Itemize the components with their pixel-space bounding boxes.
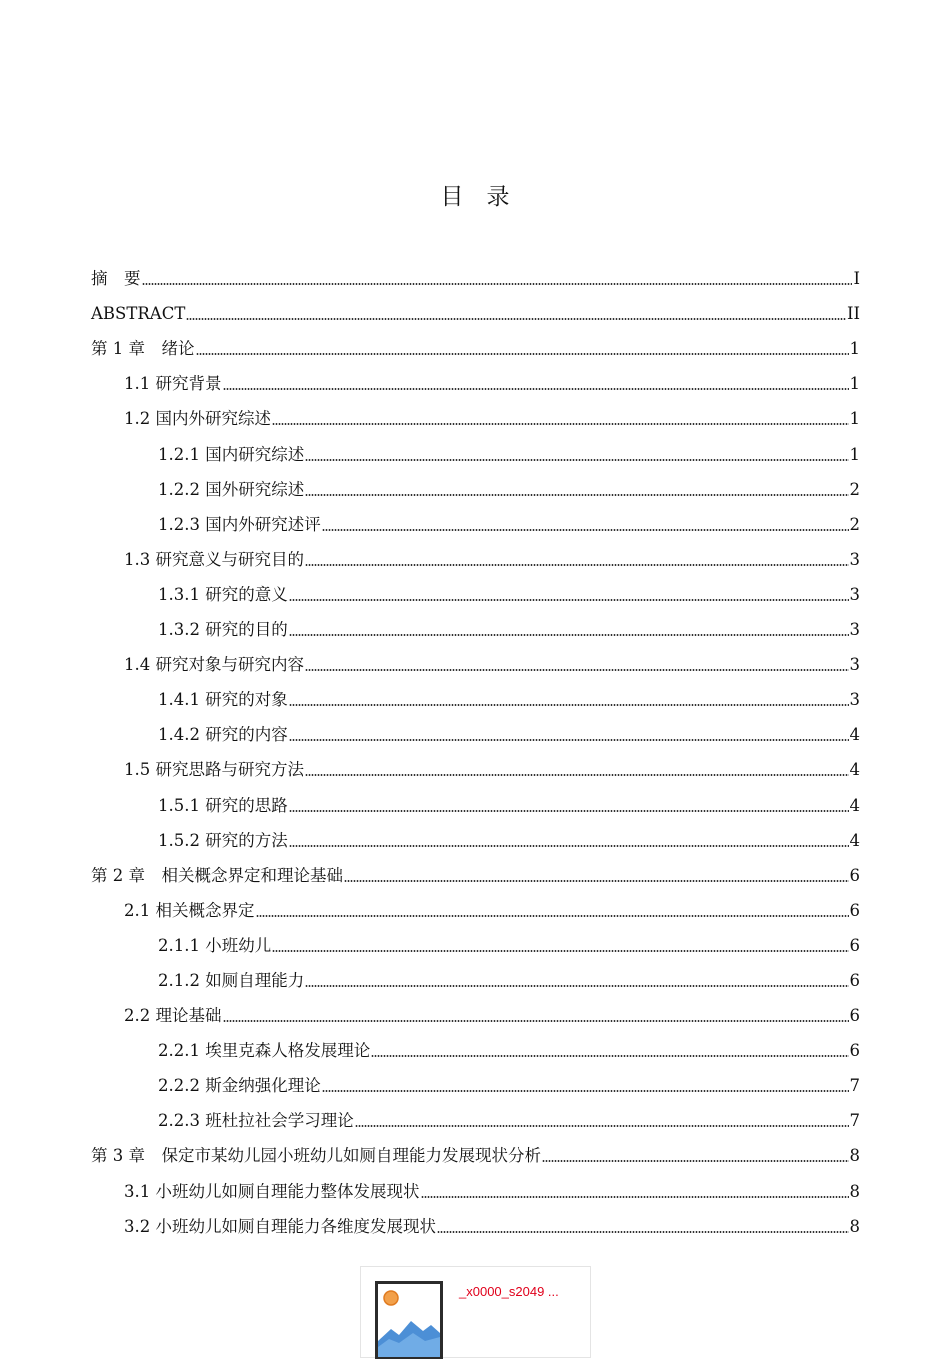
toc-page-number: 1 [849,409,860,429]
toc-entry[interactable] [91,466,860,501]
toc-dot-leader [305,669,849,671]
toc-page-number: 6 [849,935,860,955]
toc-entry[interactable] [91,1097,860,1132]
toc-page-number: 7 [849,1111,860,1131]
toc-entry[interactable] [91,711,860,746]
toc-page-number: 6 [849,970,860,990]
toc-entry[interactable] [91,676,860,711]
toc-entry-title: 1.5.1 研究的思路 [158,795,288,815]
toc-dot-leader [371,1055,848,1057]
toc-dot-leader [542,1160,849,1162]
toc-entry-title: 1.3.1 研究的意义 [158,584,288,604]
toc-page-number: II [846,304,860,324]
toc-entry-title: ABSTRACT [91,304,186,324]
toc-entry-title: 1.3.2 研究的目的 [158,620,288,640]
toc-dot-leader [305,985,848,987]
toc-dot-leader [289,704,849,706]
toc-entry[interactable] [91,852,860,887]
toc-page-number: 1 [849,374,860,394]
toc-entry-title: 摘 要 [91,269,141,289]
table-of-contents [91,255,860,1238]
toc-page-number: 4 [849,830,860,850]
toc-entry[interactable] [91,571,860,606]
toc-entry-title: 1.5 研究思路与研究方法 [124,760,304,780]
toc-dot-leader [322,529,849,531]
toc-entry[interactable] [91,992,860,1027]
toc-dot-leader [305,459,848,461]
toc-entry-title: 2.1.1 小班幼儿 [158,935,272,955]
toc-dot-leader [272,950,848,952]
toc-entry[interactable] [91,360,860,395]
toc-entry-title: 2.1 相关概念界定 [124,900,255,920]
toc-entry[interactable] [91,536,860,571]
toc-entry-title: 2.2.2 斯金纳强化理论 [158,1076,321,1096]
toc-entry-title: 2.2 理论基础 [124,1006,222,1026]
embedded-object-placeholder[interactable] [360,1266,591,1358]
toc-entry[interactable] [91,1132,860,1167]
toc-page-number: 3 [849,549,860,569]
toc-entry-title: 1.5.2 研究的方法 [158,830,288,850]
toc-page-number: 4 [849,795,860,815]
toc-entry[interactable] [91,606,860,641]
toc-dot-leader [437,1231,849,1233]
page-title: 目 录 [440,184,510,210]
toc-entry-title: 第 1 章 绪论 [91,339,195,359]
toc-entry-title: 1.4 研究对象与研究内容 [124,655,304,675]
toc-page-number: 1 [849,339,860,359]
toc-dot-leader [289,810,849,812]
toc-dot-leader [355,1125,849,1127]
toc-entry[interactable] [91,641,860,676]
toc-entry-title: 1.2.2 国外研究综述 [158,479,305,499]
toc-dot-leader [421,1196,849,1198]
toc-dot-leader [256,915,849,917]
toc-dot-leader [223,388,849,390]
toc-page-number: 1 [849,444,860,464]
toc-entry[interactable] [91,395,860,430]
toc-entry-title: 1.2.3 国内外研究述评 [158,514,321,534]
toc-entry[interactable] [91,922,860,957]
toc-dot-leader [322,1090,849,1092]
toc-page-number: 2 [849,479,860,499]
toc-entry-title: 1.2.1 国内研究综述 [158,444,305,464]
toc-page-number: 8 [849,1216,860,1236]
toc-entry-title: 第 2 章 相关概念界定和理论基础 [91,865,343,885]
toc-entry[interactable] [91,781,860,816]
toc-entry[interactable] [91,325,860,360]
toc-entry[interactable] [91,817,860,852]
toc-entry-title: 3.2 小班幼儿如厕自理能力各维度发展现状 [124,1216,436,1236]
toc-dot-leader [289,599,849,601]
toc-entry-title: 3.1 小班幼儿如厕自理能力整体发展现状 [124,1181,420,1201]
toc-dot-leader [142,283,853,285]
toc-entry[interactable] [91,290,860,325]
toc-entry[interactable] [91,1167,860,1202]
toc-page-number: 3 [849,620,860,640]
toc-page-number: 7 [849,1076,860,1096]
toc-entry[interactable] [91,1062,860,1097]
toc-entry-title: 2.1.2 如厕自理能力 [158,970,305,990]
toc-entry[interactable] [91,501,860,536]
toc-entry[interactable] [91,430,860,465]
toc-dot-leader [289,634,849,636]
toc-dot-leader [289,845,849,847]
toc-page-number: 3 [849,655,860,675]
toc-entry[interactable] [91,255,860,290]
toc-page-number: 3 [849,690,860,710]
toc-entry[interactable] [91,1203,860,1238]
toc-page-number: 8 [849,1146,860,1166]
toc-dot-leader [289,739,849,741]
toc-entry-title: 1.3 研究意义与研究目的 [124,549,304,569]
toc-entry[interactable] [91,887,860,922]
toc-dot-leader [305,494,848,496]
toc-dot-leader [186,318,846,320]
toc-entry[interactable] [91,957,860,992]
toc-entry-title: 1.4.2 研究的内容 [158,725,288,745]
toc-page-number: 6 [849,1041,860,1061]
toc-entry-title: 2.2.1 埃里克森人格发展理论 [158,1041,371,1061]
toc-page-number: 3 [849,584,860,604]
toc-page-number: 8 [849,1181,860,1201]
toc-entry-title: 第 3 章 保定市某幼儿园小班幼儿如厕自理能力发展现状分析 [91,1146,541,1166]
toc-entry-title: 2.2.3 班杜拉社会学习理论 [158,1111,354,1131]
toc-entry-title: 1.1 研究背景 [124,374,222,394]
toc-dot-leader [223,1020,849,1022]
toc-dot-leader [305,564,849,566]
toc-page-number: 6 [849,900,860,920]
toc-dot-leader [196,353,849,355]
embedded-object-label: _x0000_s2049 ... [459,1284,559,1299]
toc-dot-leader [272,423,849,425]
image-placeholder-icon [375,1281,443,1363]
toc-page-number: 4 [849,725,860,745]
toc-entry-title: 1.4.1 研究的对象 [158,690,288,710]
toc-dot-leader [305,774,849,776]
toc-page-number: 4 [849,760,860,780]
toc-page-number: 2 [849,514,860,534]
toc-page-number: I [853,269,860,289]
toc-entry[interactable] [91,746,860,781]
toc-page-number: 6 [849,1006,860,1026]
toc-entry[interactable] [91,1027,860,1062]
toc-dot-leader [344,880,849,882]
toc-page-number: 6 [849,865,860,885]
toc-entry-title: 1.2 国内外研究综述 [124,409,271,429]
